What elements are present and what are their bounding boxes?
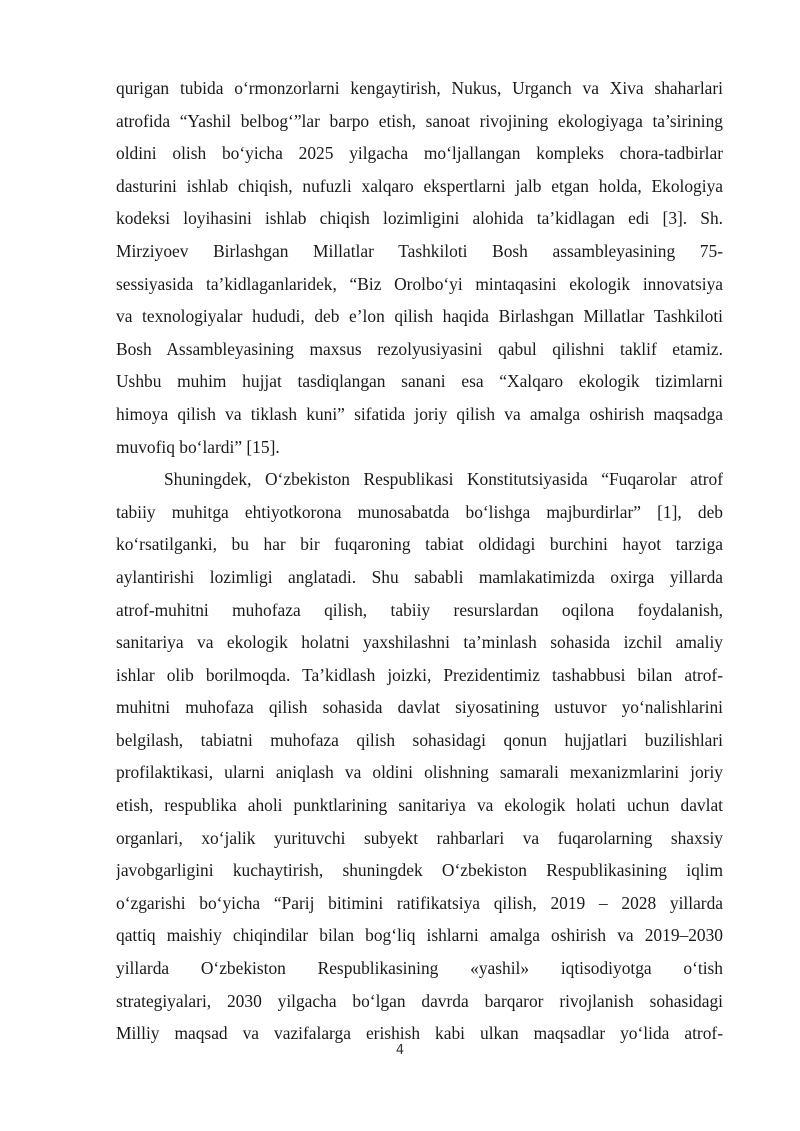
paragraph-2 (116, 463, 723, 1050)
text-line: qattiq maishiy chiqindilar bilan bog‘liq ishlarni amalga oshirish va 2019–2030 (116, 925, 723, 946)
text-line: Milliy maqsad va vazifalarga erishish kabi ulkan maqsadlar yo‘lida atrof- (116, 1023, 723, 1044)
text-line: oldini olish bo‘yicha 2025 yilgacha mo‘ljallangan kompleks chora-tadbirlar (116, 143, 723, 164)
text-line: muhitni muhofaza qilish sohasida davlat siyosatining ustuvor yo‘nalishlarini (116, 697, 723, 718)
text-line: qurigan tubida o‘rmonzorlarni kengaytirish, Nukus, Urganch va Xiva shaharlari (116, 78, 723, 98)
text-line: himoya qilish va tiklash kuni” sifatida joriy qilish va amalga oshirish maqsadga (116, 403, 723, 424)
text-line: dasturini ishlab chiqish, nufuzli xalqaro ekspertlarni jalb etgan holda, Ekologiya (116, 175, 723, 196)
text-line: sessiyasida ta’kidlaganlaridek, “Biz Orolbo‘yi mintaqasini ekologik innovatsiya (116, 273, 723, 294)
text-line: etish, respublika aholi punktlarining sanitariya va ekologik holati uchun davlat (116, 795, 723, 816)
text-line: ishlar olib borilmoqda. Ta’kidlash joizki, Prezidentimiz tashabbusi bilan atrof- (116, 664, 723, 685)
text-line: Bosh Assambleyasining maxsus rezolyusiyasini qabul qilishni taklif etamiz. (116, 338, 723, 359)
text-line: javobgarligini kuchaytirish, shuningdek O‘zbekiston Respublikasining iqlim (116, 860, 723, 881)
text-line: ko‘rsatilganki, bu har bir fuqaroning tabiat oldidagi burchini hayot tarziga (116, 534, 723, 555)
text-line: aylantirishi lozimligi anglatadi. Shu sababli mamlakatimizda oxirga yillarda (116, 566, 723, 587)
text-line: organlari, xo‘jalik yurituvchi subyekt rahbarlari va fuqarolarning shaxsiy (116, 827, 723, 848)
text-line: va texnologiyalar hududi, deb e’lon qilish haqida Birlashgan Millatlar Tashkiloti (116, 306, 723, 327)
text-line: Mirziyoev Birlashgan Millatlar Tashkiloti Bosh assambleyasining 75- (116, 240, 723, 261)
text-line: yillarda O‘zbekiston Respublikasining «yashil» iqtisodiyotga o‘tish (116, 958, 723, 979)
text-line: atrofida “Yashil belbog‘”lar barpo etish, sanoat rivojining ekologiyaga ta’sirining (116, 110, 723, 131)
text-line: profilaktikasi, ularni aniqlash va oldini olishning samarali mexanizmlarini joriy (116, 762, 723, 783)
text-line: Ushbu muhim hujjat tasdiqlangan sanani esa “Xalqaro ekologik tizimlarni (116, 371, 723, 392)
text-line: strategiyalari, 2030 yilgacha bo‘lgan davrda barqaror rivojlanish sohasidagi (116, 990, 723, 1011)
page-number: 4 (395, 1043, 405, 1058)
paragraph-1 (116, 72, 723, 463)
text-line: o‘zgarishi bo‘yicha “Parij bitimini ratifikatsiya qilish, 2019 – 2028 yillarda (116, 892, 723, 913)
text-line: atrof-muhitni muhofaza qilish, tabiiy resurslardan oqilona foydalanish, (116, 599, 723, 620)
body-text (116, 72, 723, 1050)
text-line: kodeksi loyihasini ishlab chiqish lozimligini alohida ta’kidlagan edi [3]. Sh. (116, 208, 723, 229)
text-line: belgilash, tabiatni muhofaza qilish sohasidagi qonun hujjatlari buzilishlari (116, 729, 723, 750)
text-line: tabiiy muhitga ehtiyotkorona munosabatda bo‘lishga majburdirlar” [1], deb (116, 501, 723, 522)
text-line: muvofiq bo‘lardi” [15]. (116, 436, 280, 457)
text-line: Shuningdek, O‘zbekiston Respublikasi Konstitutsiyasida “Fuqarolar atrof (164, 469, 723, 490)
text-line: sanitariya va ekologik holatni yaxshilashni ta’minlash sohasida izchil amaliy (116, 632, 723, 653)
